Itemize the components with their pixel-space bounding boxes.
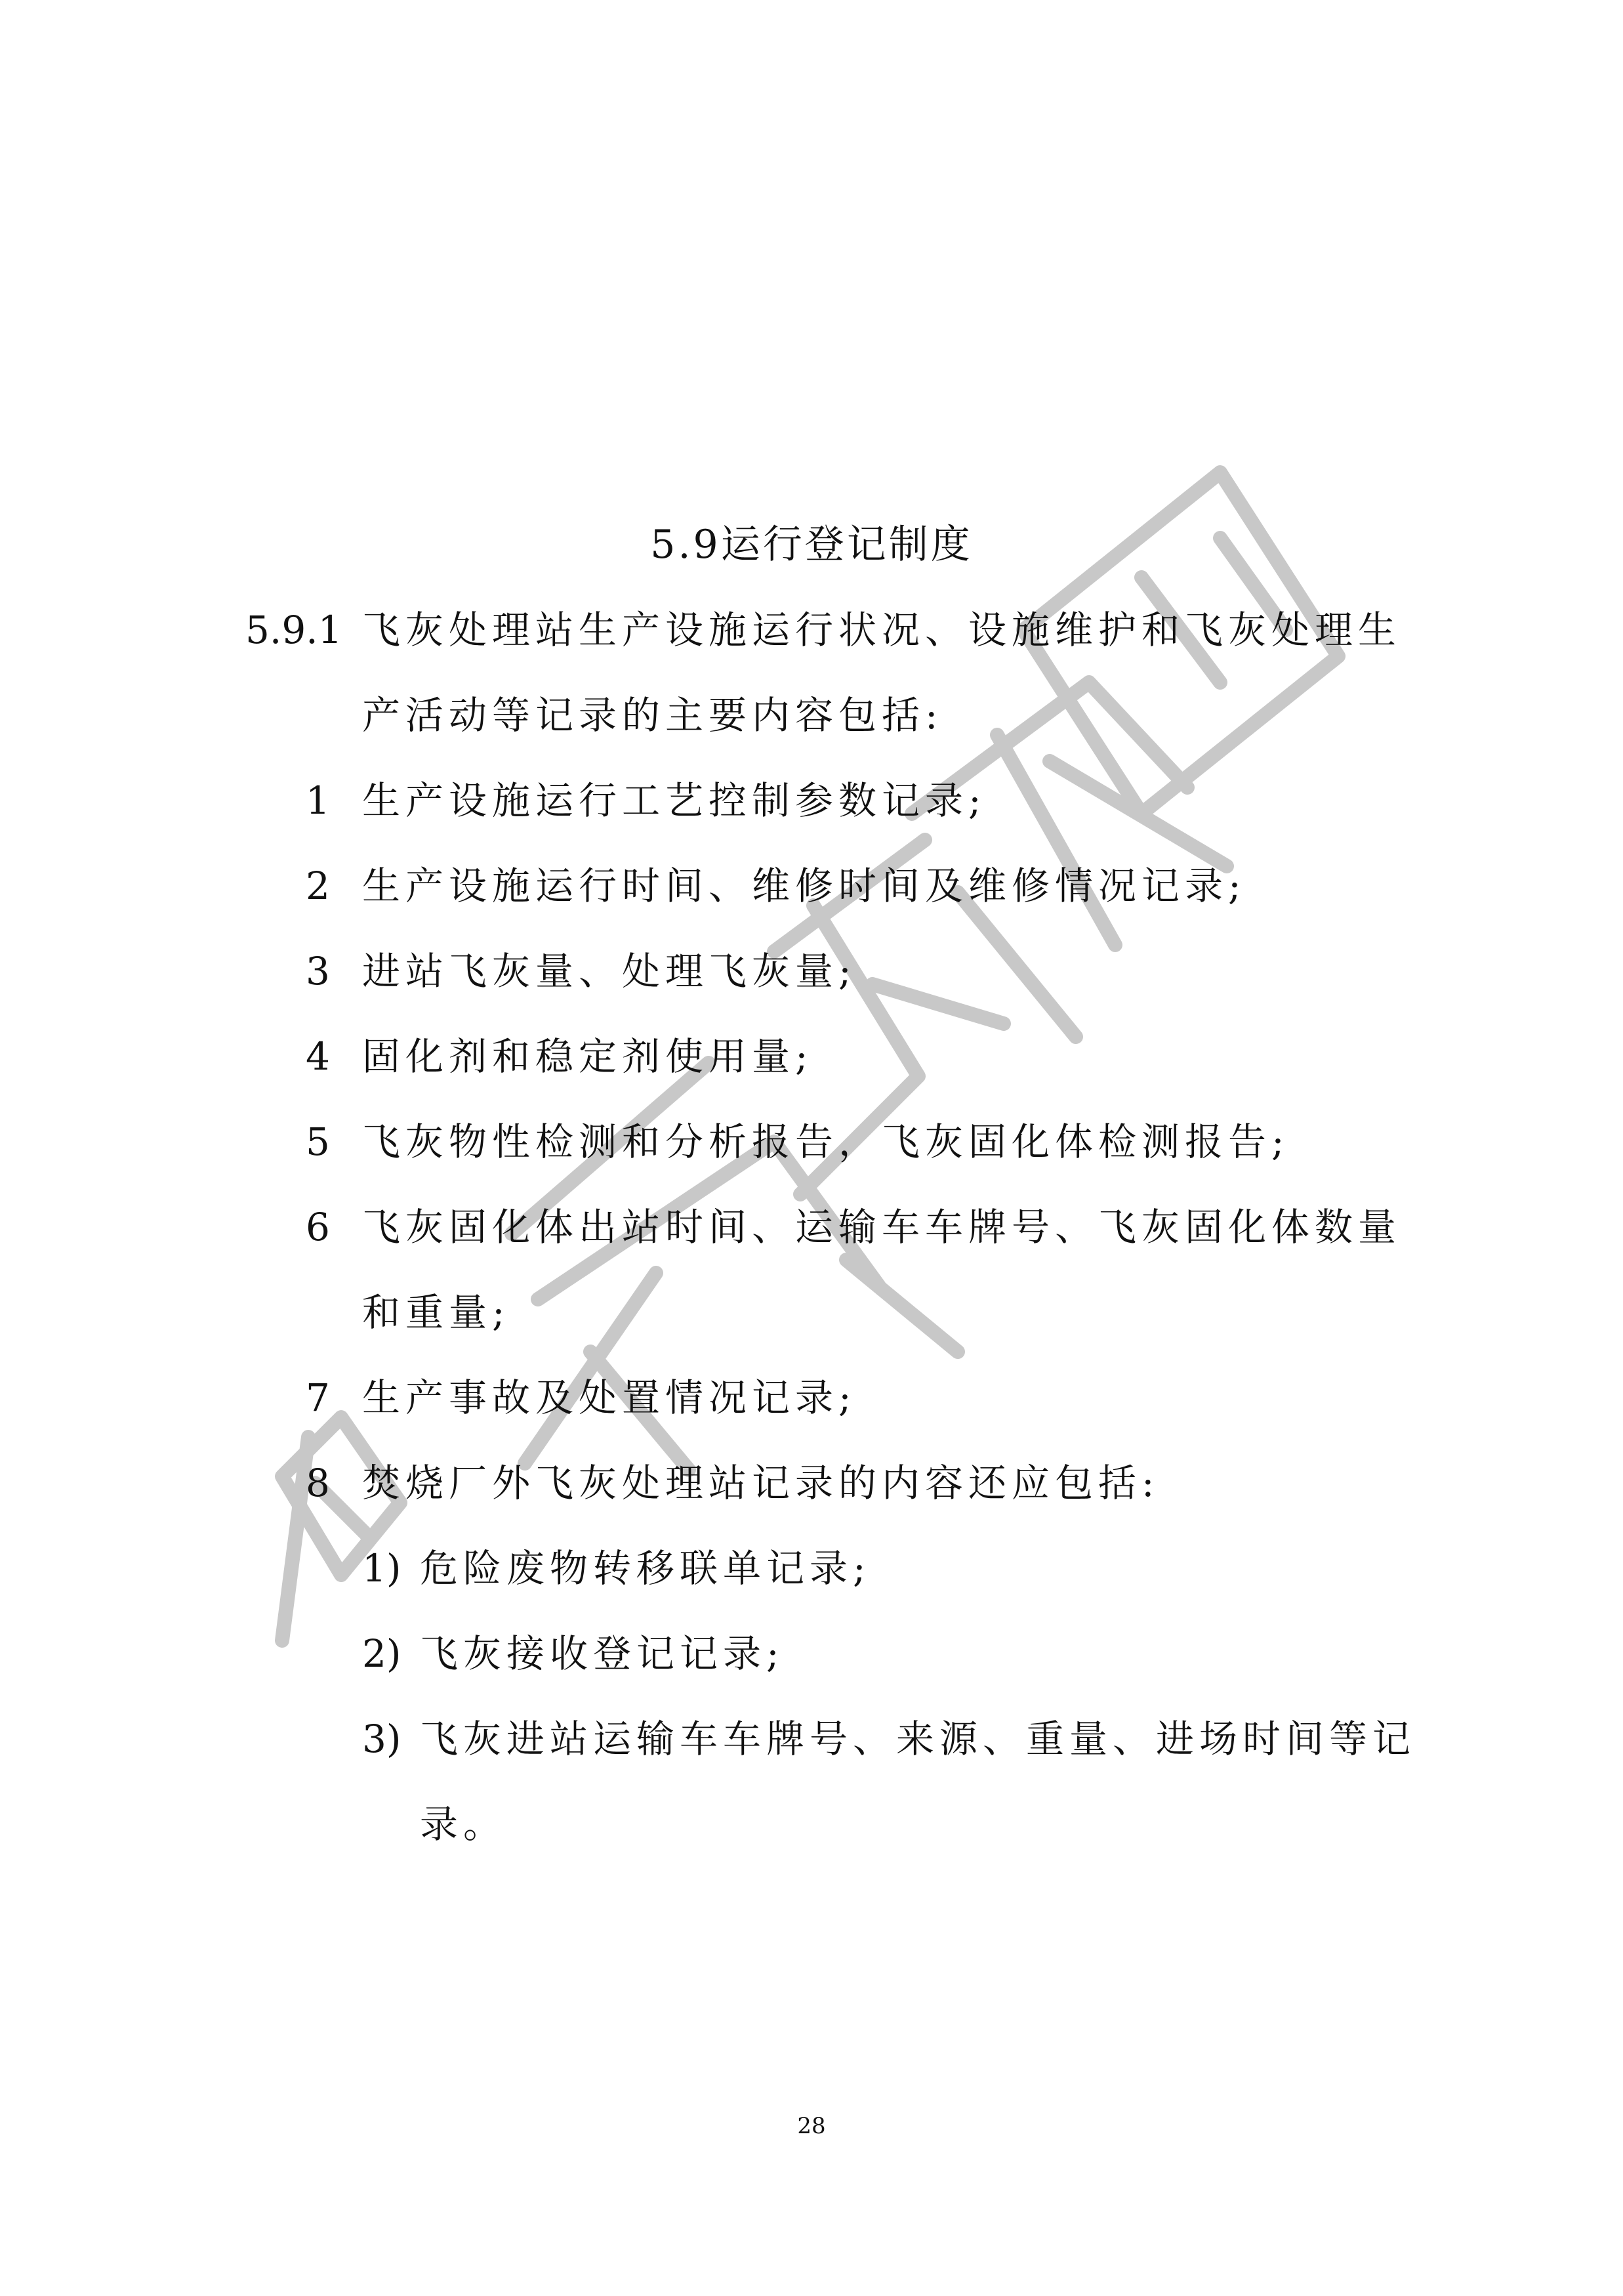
list-item: 飞灰物性检测和分析报告，飞灰固化体检测报告; <box>362 1119 1290 1164</box>
list-item-number: 2 <box>306 864 330 908</box>
list-item: 焚烧厂外飞灰处理站记录的内容还应包括: <box>362 1461 1160 1505</box>
list-item-number: 6 <box>306 1205 330 1249</box>
sub-item-number: 2) <box>362 1631 401 1676</box>
sub-item-number: 3) <box>362 1717 401 1761</box>
list-item-number: 3 <box>306 949 330 993</box>
list-item-number: 1 <box>306 778 330 823</box>
list-item: 生产设施运行工艺控制参数记录; <box>362 778 987 823</box>
list-item-number: 7 <box>306 1375 330 1420</box>
clause-text-line2: 产活动等记录的主要内容包括: <box>362 693 943 738</box>
sub-item: 飞灰接收登记记录; <box>420 1631 785 1676</box>
list-item-continuation: 和重量; <box>362 1290 510 1335</box>
list-item: 生产事故及处置情况记录; <box>362 1375 857 1420</box>
section-title: 5.9运行登记制度 <box>650 522 973 568</box>
list-item: 生产设施运行时间、维修时间及维修情况记录; <box>362 864 1246 908</box>
list-item: 进站飞灰量、处理飞灰量; <box>362 949 857 993</box>
sub-item: 危险废物转移联单记录; <box>420 1546 871 1591</box>
clause-number: 5.9.1 <box>245 608 342 652</box>
list-item-number: 8 <box>306 1461 330 1505</box>
sub-item-continuation: 录。 <box>420 1802 507 1847</box>
sub-item: 飞灰进站运输车车牌号、来源、重量、进场时间等记 <box>420 1717 1416 1761</box>
list-item: 固化剂和稳定剂使用量; <box>362 1034 813 1079</box>
page-number: 28 <box>797 2113 826 2139</box>
list-item-number: 4 <box>306 1034 330 1079</box>
sub-item-number: 1) <box>362 1546 401 1591</box>
list-item-number: 5 <box>306 1119 330 1164</box>
list-item: 飞灰固化体出站时间、运输车车牌号、飞灰固化体数量 <box>362 1205 1402 1249</box>
clause-text-line1: 飞灰处理站生产设施运行状况、设施维护和飞灰处理生 <box>362 608 1402 652</box>
